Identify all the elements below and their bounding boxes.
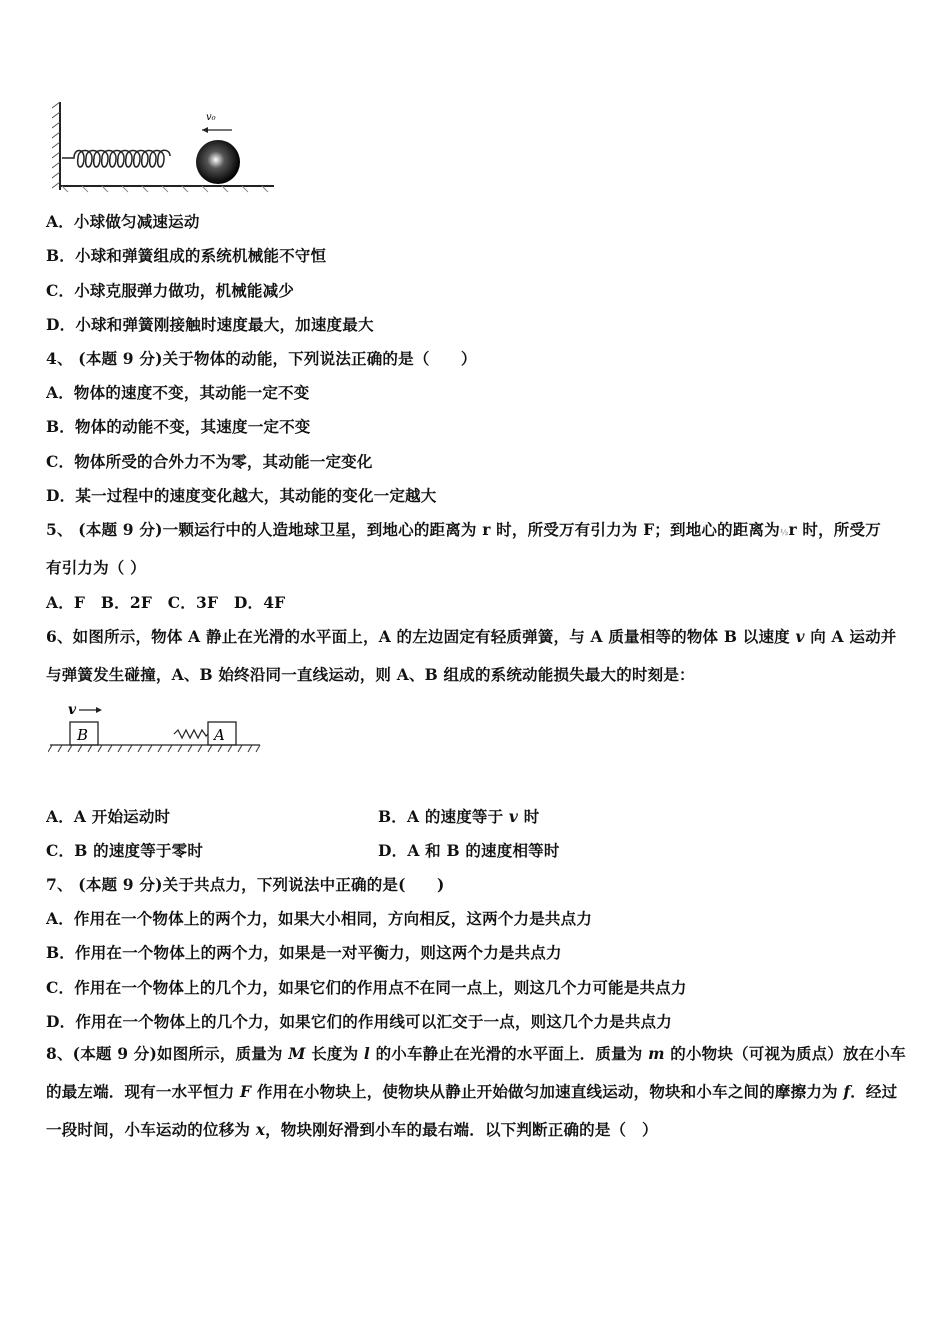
q8-stem	[46, 1035, 908, 1149]
q5-options: A．F B．2F C．3F D．4F	[46, 593, 286, 612]
q8-force-F: F	[240, 1082, 252, 1101]
q8-part3: 的小车静止在光滑的水平面上．质量为	[369, 1044, 649, 1063]
q5-half: ½	[779, 527, 789, 537]
q5-stem-line2: 有引力为（ ）	[46, 558, 146, 577]
q7-option-a: A．作用在一个物体上的两个力，如果大小相同，方向相反，这两个力是共点力	[46, 909, 593, 928]
q3-option-c: C．小球克服弹力做功，机械能减少	[46, 281, 295, 300]
q6-stem-line2: 与弹簧发生碰撞，A、B 始终沿同一直线运动，则 A、B 组成的系统动能损失最大的时刻是：	[46, 665, 695, 684]
wall-hatch	[52, 102, 60, 188]
spring-ball-figure	[52, 98, 282, 198]
q3-option-b: B．小球和弹簧组成的系统机械能不守恒	[46, 246, 327, 265]
q7-option-c: C．作用在一个物体上的几个力，如果它们的作用点不在同一点上，则这几个力可能是共点力	[46, 978, 687, 997]
q8-length-l: l	[363, 1044, 370, 1063]
ball	[196, 140, 240, 184]
q8-mass-M: M	[288, 1044, 306, 1063]
q8-part6: ．经过一段时间，小车运动的位移为	[46, 1082, 898, 1139]
arrow-head	[202, 127, 208, 133]
q6-option-b-part2: 时	[518, 807, 540, 826]
q4-option-c: C．物体所受的合外力不为零，其动能一定变化	[46, 452, 373, 471]
q6-stem-part1: 6、如图所示，物体 A 静止在光滑的水平面上，A 的左边固定有轻质弹簧，与 A 质量相等的物体 B 以速度	[46, 627, 796, 646]
block-b-label: B	[77, 726, 89, 744]
q6-option-b	[378, 805, 539, 827]
q8-displacement-x: x	[255, 1120, 266, 1139]
q7-option-b: B．作用在一个物体上的两个力，如果是一对平衡力，则这两个力是共点力	[46, 943, 562, 962]
q6-option-b-part1: B．A 的速度等于	[378, 807, 509, 826]
q6-option-d: D．A 和 B 的速度相等时	[378, 841, 560, 860]
q3-option-d: D．小球和弹簧刚接触时速度最大，加速度最大	[46, 315, 374, 334]
q4-option-a: A．物体的速度不变，其动能一定不变	[46, 383, 310, 402]
q6-option-b-v: v	[508, 807, 519, 826]
q8-part2: 长度为	[305, 1044, 364, 1063]
fig-arrow-head	[96, 707, 102, 713]
q8-mass-m: m	[648, 1044, 665, 1063]
q6-velocity: v	[795, 627, 805, 646]
q8-part7: ，物块刚好滑到小车的最右端．以下判断正确的是（ ）	[265, 1120, 658, 1139]
fig-ground-hatch	[48, 745, 260, 752]
q3-option-a: A．小球做匀减速运动	[46, 212, 200, 231]
fig-velocity-label: v	[68, 702, 77, 718]
collision-figure	[48, 700, 268, 762]
q7-option-d: D．作用在一个物体上的几个力，如果它们的作用线可以汇交于一点，则这几个力是共点力	[46, 1012, 672, 1031]
q4-option-b: B．物体的动能不变，其速度一定不变	[46, 417, 311, 436]
q6-stem-part2: 向 A 运动并	[804, 627, 897, 646]
q6-option-c: C．B 的速度等于零时	[46, 841, 204, 860]
q8-friction-f: f	[843, 1082, 851, 1101]
spring	[62, 150, 170, 167]
q4-stem: 4、 (本题 9 分)关于物体的动能，下列说法正确的是（ ）	[46, 349, 477, 368]
velocity-label: v₀	[206, 112, 216, 123]
q7-stem: 7、 (本题 9 分)关于共点力，下列说法中正确的是( )	[46, 875, 445, 894]
q5-stem-part1: 5、 (本题 9 分)一颗运行中的人造地球卫星，到地心的距离为 r 时，所受万有引力为 F；到地心的距离为	[46, 520, 780, 539]
q6-option-a: A．A 开始运动时	[46, 807, 171, 826]
q5-stem-line1	[46, 518, 881, 540]
q8-part1: 8、(本题 9 分)如图所示，质量为	[46, 1044, 289, 1063]
q5-stem-part2: r 时，所受万	[788, 520, 881, 539]
q4-option-d: D．某一过程中的速度变化越大，其动能的变化一定越大	[46, 486, 437, 505]
q8-part4: 的小物块（可视为质点）放在小车的最左端．现有一水平恒力	[46, 1044, 906, 1101]
q8-part5: 作用在小物块上，使物块从静止开始做匀加速直线运动，物块和小车之间的摩擦力为	[251, 1082, 844, 1101]
block-a-label: A	[214, 726, 225, 744]
q6-stem-line1	[46, 625, 896, 647]
fig-spring	[174, 730, 208, 738]
